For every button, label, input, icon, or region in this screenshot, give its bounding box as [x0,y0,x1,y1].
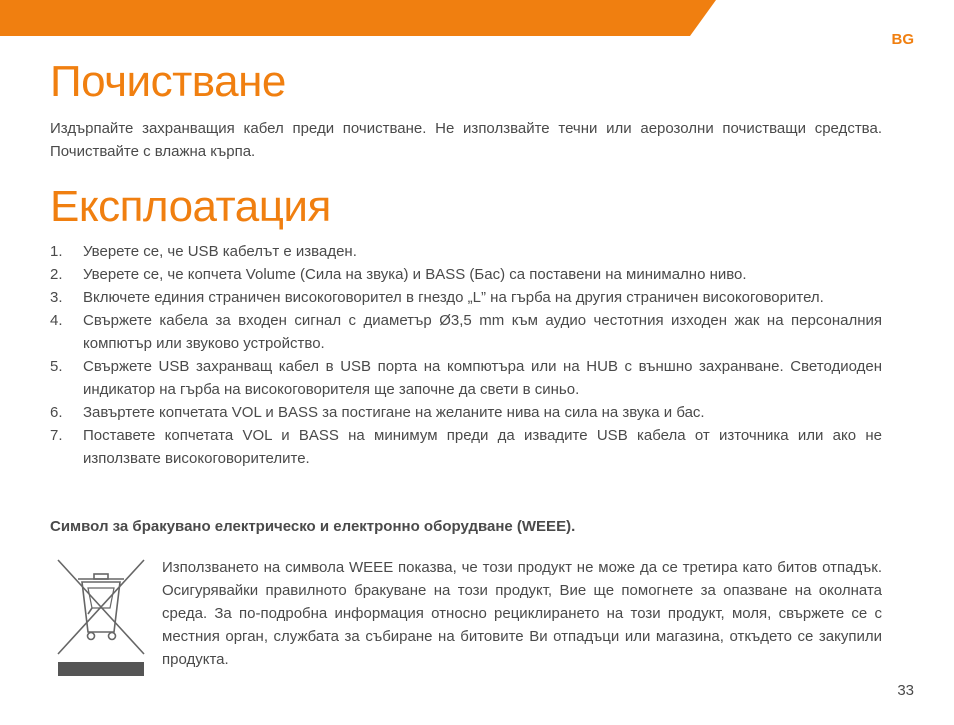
cleaning-text: Издърпайте захранващия кабел преди почистване. Не използвайте течни или аерозолни почистващи средства. Почиствайте с влажна кърпа. [50,120,882,160]
step-number: 3. [50,289,63,306]
language-code: BG [891,31,914,48]
step-text: Свържете кабела за входен сигнал с диаметър Ø3,5 mm към аудио честотния изходен жак на персоналния компютър или звуково устройство. [83,312,882,352]
step-number: 5. [50,358,63,375]
step-number: 2. [50,266,63,283]
operation-title: Експлоатация [50,182,331,231]
step-item [50,309,882,355]
step-number: 1. [50,243,63,260]
step-text: Поставете копчетата VOL и BASS на минимум преди да извадите USB кабела от източника или ако не използвате високоговорителите. [83,427,882,467]
step-text: Включете единия страничен високоговорител в гнездо „L” на гърба на другия страничен високоговорител. [83,289,824,306]
header-bar [0,0,954,40]
step-number: 7. [50,427,63,444]
weee-text: Използването на символа WEEE показва, че този продукт не може да се третира като битов отпадък. Осигурявайки правилното бракуване на този продукт, Вие ще помогнете за опазване на околната среда. За по-подробна информация относно рециклирането на този продукт, моля, свържете се с местния орган, службата за събиране на битовите Ви отпадъци или магазина, откъдето се закупили продукта. [162,559,882,668]
crossed-out-wheelie-bin-icon [56,558,146,678]
step-text: Свържете USB захранващ кабел в USB порта на компютъра или на HUB с външно захранване. Светодиоден индикатор на гърба на високоговорителя ще започне да свети в синьо. [83,358,882,398]
step-item [50,286,882,309]
step-item [50,355,882,401]
step-number: 6. [50,404,63,421]
step-number: 4. [50,312,63,329]
step-text: Уверете се, че копчета Volume (Сила на звука) и BASS (Бас) са поставени на минимално ниво. [83,266,747,283]
operation-steps [50,240,882,470]
page-number: 33 [897,682,914,699]
step-text: Завъртете копчетата VOL и BASS за постигане на желаните нива на сила на звука и бас. [83,404,705,421]
cleaning-title: Почистване [50,57,286,106]
weee-title: Символ за бракувано електрическо и електронно оборудване (WEEE). [50,518,576,535]
step-item [50,240,882,263]
step-item [50,401,882,424]
step-item [50,424,882,470]
step-text: Уверете се, че USB кабелът е изваден. [83,243,357,260]
step-item [50,263,882,286]
